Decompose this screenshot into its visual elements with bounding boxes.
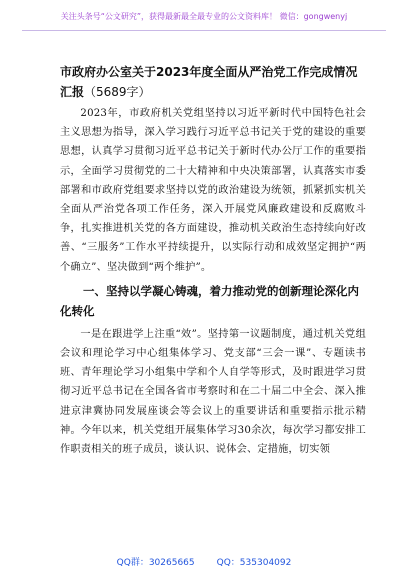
header-banner (22, 8, 386, 31)
section-1-paragraph: 一是在跟进学上注重“效”。坚持第一议题制度，通过机关党组会议和理论学习中心组集体学习、党支部“三会一课”、专题读书班、青年理论学习小组集中学和个人自学等形式，及时跟进学习贯彻习近平总书记在全国各省市考察时和在二十届二中全会、深入推进京津冀协同发展座谈会等会议上的重要讲话和重要指示批示精神。今年以来，机关党组开展集体学习30余次，每次学习都安排工作职责相关的班子成员，谈认识、说体会、定措施，切实领 (60, 328, 366, 456)
footer-contact (0, 555, 408, 568)
footer-qq-group: QQ群：30265665 (116, 558, 195, 568)
section-heading-1: 一、坚持以学凝心铸魂，着力推动党的创新理论深化内化转化 (60, 283, 359, 318)
footer-qq-number: QQ：535304092 (216, 558, 292, 568)
document-title (60, 62, 366, 102)
header-banner-text: 关注头条号“公文研究”，获得最新最全最专业的公文资料库！ 微信：gongwenyj (60, 12, 348, 21)
document-body (60, 62, 366, 459)
document-word-count: （5689字） (84, 85, 151, 99)
document-title-text: 市政府办公室关于2023年度全面从严治党工作完成情况汇报 (60, 65, 358, 99)
intro-paragraph: 2023年，市政府机关党组坚持以习近平新时代中国特色社会主义思想为指导，深入学习践行习近平总书记关于党的建设的重要思想，认真学习贯彻习近平总书记关于新时代办公厅工作的重要指示，全面学习贯彻党的二十大精神和中央决策部署，认真落实市委部署和市政府党组要求坚持以党的政治建设为统领，抓紧抓实机关全面从严治党各项工作任务，深入开展党风廉政建设和反腐败斗争，扎实推进机关党的各方面建设，推动机关政治生态持续向好改善、“三服务”工作水平持续提升，以实际行动和成效坚定拥护“两个确立”、坚决做到“两个维护”。 (60, 108, 366, 273)
